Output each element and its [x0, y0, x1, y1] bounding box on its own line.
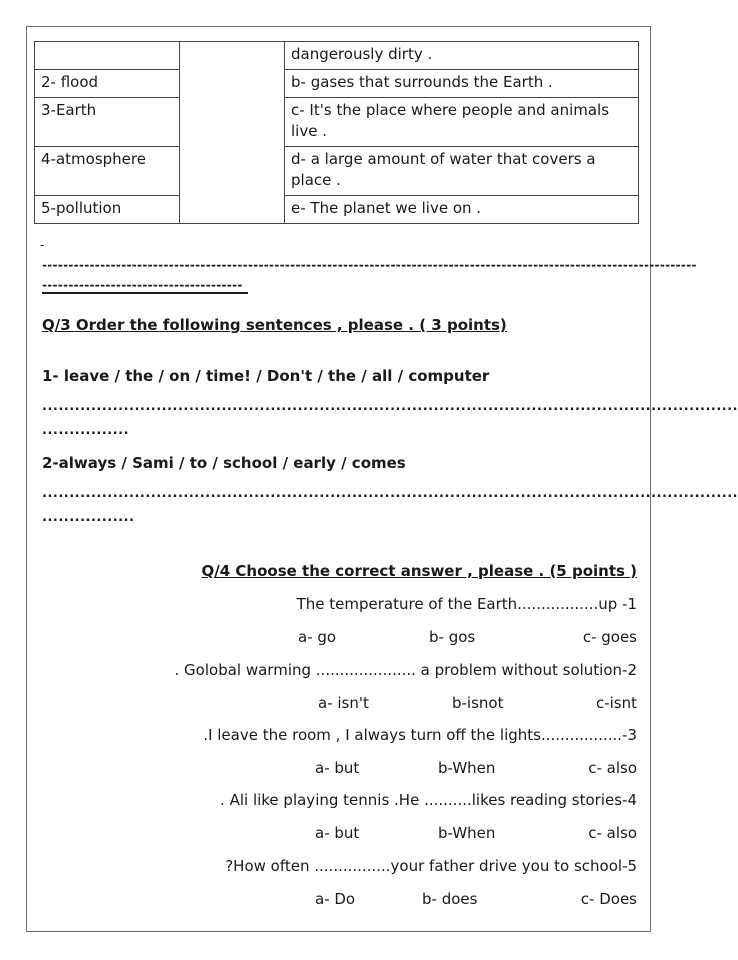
q4-question-2: . Golobal warming ..................... a problem without solution-2 [174, 661, 637, 679]
separator-line-1: ---------------------------------------------------------------------------------------------------------------------------- [42, 258, 697, 272]
table-cell-blank [180, 42, 285, 224]
answer-line-2-continued: ................. [42, 510, 135, 525]
q4-q5-option-b: b- does [422, 890, 478, 908]
table-cell-right: dangerously dirty . [285, 42, 639, 70]
q4-q5-option-c: c- Does [580, 890, 637, 908]
q4-q4-option-b: b-When [438, 824, 496, 842]
answer-line-1-continued: ................ [42, 423, 130, 438]
q4-q2-option-a: a- isn't [318, 694, 369, 712]
q4-q3-option-a: a- but [315, 759, 360, 777]
q4-question-4: . Ali like playing tennis .He ..........likes reading stories-4 [220, 791, 637, 809]
table-cell-left: 2- flood [35, 70, 180, 98]
table-row [35, 70, 639, 98]
q4-q4-option-a: a- but [315, 824, 360, 842]
table-cell-left: 5-pollution [35, 196, 180, 224]
q4-q2-option-c: c-isnt [595, 694, 637, 712]
table-row [35, 42, 639, 70]
q4-q3-option-c: c- also [588, 759, 637, 777]
q4-question-3: .I leave the room , I always turn off the lights.................-3 [203, 726, 637, 744]
q3-title: Q/3 Order the following sentences , please . ( 3 points) [42, 316, 507, 334]
table-cell-right: e- The planet we live on . [285, 196, 639, 224]
q4-question-1: The temperature of the Earth.................up -1 [296, 595, 637, 613]
table-cell-right: d- a large amount of water that covers a place . [285, 147, 639, 196]
q4-q3-option-b: b-When [438, 759, 496, 777]
table-row [35, 98, 639, 147]
table-cell-right: b- gases that surrounds the Earth . [285, 70, 639, 98]
stray-mark: - [40, 238, 45, 252]
answer-line-1: ................................................................................................................................ [42, 399, 738, 414]
q3-item-2: 2-always / Sami / to / school / early / comes [42, 454, 406, 472]
q4-q1-option-b: b- gos [429, 628, 476, 646]
q4-q1-option-c: c- goes [582, 628, 637, 646]
q4-question-5: ?How often ................your father drive you to school-5 [225, 857, 637, 875]
q4-q4-option-c: c- also [588, 824, 637, 842]
q4-q2-option-b: b-isnot [452, 694, 504, 712]
q4-title: Q/4 Choose the correct answer , please . (5 points ) [201, 562, 637, 580]
table-cell-right: c- It's the place where people and animals live . [285, 98, 639, 147]
answer-line-2: ................................................................................................................................ [42, 486, 738, 501]
table-row [35, 196, 639, 224]
table-cell-left: 4-atmosphere [35, 147, 180, 196]
q3-item-1: 1- leave / the / on / time! / Don't / the / all / computer [42, 367, 490, 385]
separator-line-2: -------------------------------------- [42, 278, 248, 294]
matching-table [34, 41, 639, 224]
table-row [35, 147, 639, 196]
table-cell-left [35, 42, 180, 70]
table-cell-left: 3-Earth [35, 98, 180, 147]
q4-q1-option-a: a- go [298, 628, 337, 646]
q4-q5-option-a: a- Do [315, 890, 356, 908]
